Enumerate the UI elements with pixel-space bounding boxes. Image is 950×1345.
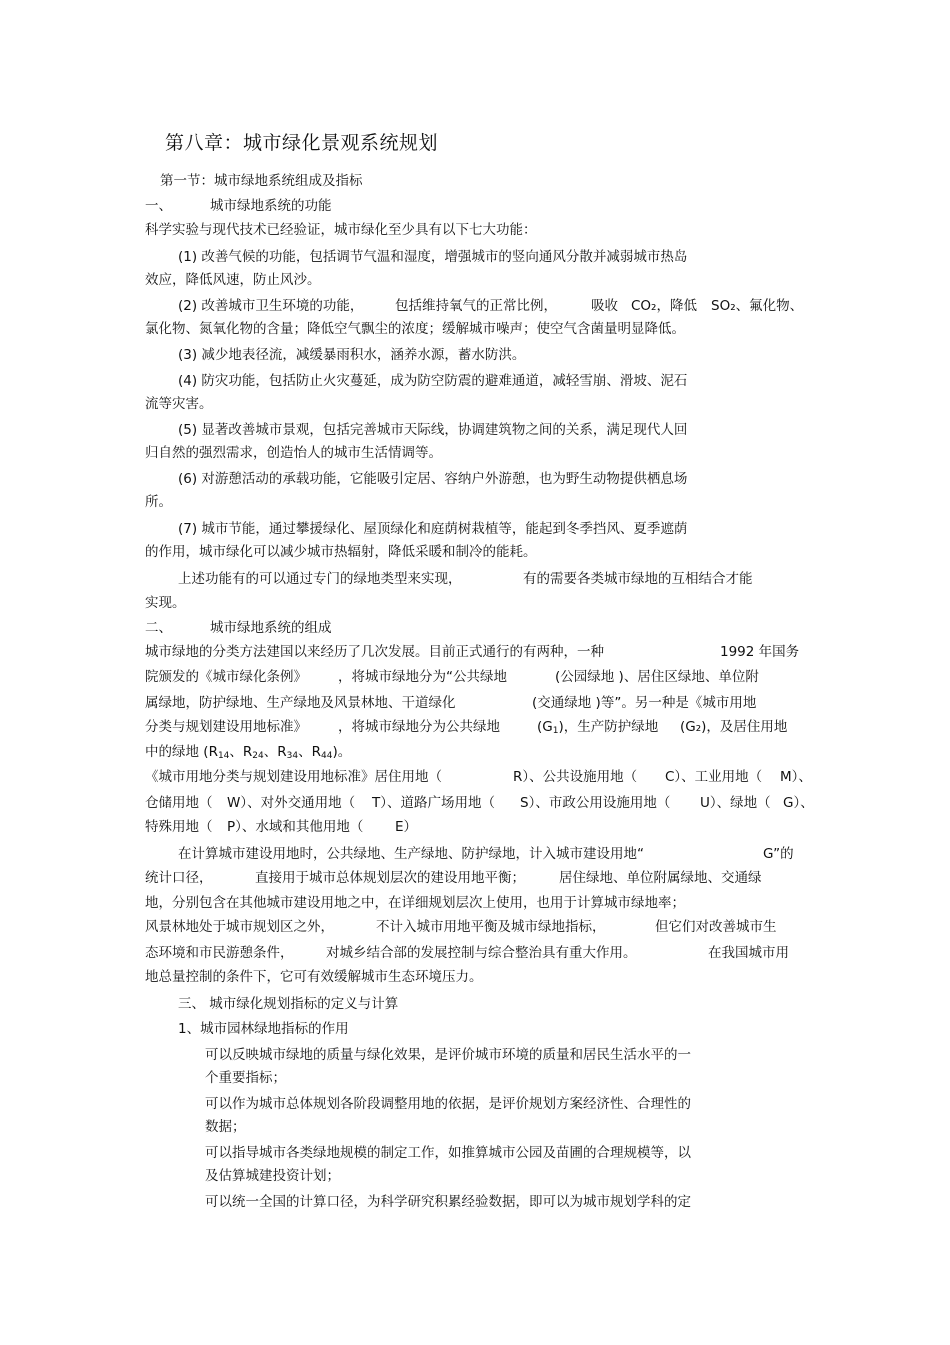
heading-text: 三、 城市绿化规划指标的定义与计算 xyxy=(178,996,399,1012)
paragraph-line: 统计口径， xyxy=(145,870,213,886)
paragraph-line: 在我国城市用 xyxy=(708,945,789,961)
paragraph-line: 有的需要各类城市绿地的互相结合才能 xyxy=(523,571,753,587)
paragraph-line: 的作用，城市绿化可以减少城市热辐射，降低采暖和制冷的能耗。 xyxy=(145,544,537,560)
paragraph-line: 流等灾害。 xyxy=(145,396,213,412)
paragraph-line: (交通绿地 )等”。另一种是《城市用地 xyxy=(532,695,757,711)
list-item: 数据； xyxy=(205,1119,246,1135)
paragraph-line: 中的绿地 ($R_{14}$、$R_{24}$、$R_{34}$、$R_{44}$)。 xyxy=(145,744,352,761)
paragraph-line: S）、市政公用设施用地（ xyxy=(520,795,671,811)
paragraph-line: 院颁发的《城市绿化条例》 xyxy=(145,669,307,685)
paragraph-line: (2) 改善城市卫生环境的功能， xyxy=(178,298,364,314)
paragraph-line: E） xyxy=(395,819,418,835)
paragraph-line: SO₂、氟化物、 xyxy=(711,298,804,314)
list-item: 个重要指标； xyxy=(205,1070,286,1086)
paragraph-line: (5) 显著改善城市景观，包括完善城市天际线，协调建筑物之间的关系，满足现代人回 xyxy=(178,422,688,438)
paragraph-line: (4) 防灾功能，包括防止火灾蔓延，成为防空防震的避难通道，减轻雪崩、滑坡、泥石 xyxy=(178,373,688,389)
paragraph-line: 居住绿地、单位附属绿地、交通绿 xyxy=(559,870,762,886)
section-heading: 第一节：城市绿地系统组成及指标 xyxy=(160,173,363,189)
paragraph-line: 地，分别包含在其他城市建设用地之中，在详细规划层次上使用，也用于计算城市绿地率； xyxy=(145,895,685,911)
paragraph-line: 效应，降低风速，防止风沙。 xyxy=(145,272,321,288)
heading-number: 二、 xyxy=(145,620,172,636)
list-item: 可以作为城市总体规划各阶段调整用地的依据，是评价规划方案经济性、合理性的 xyxy=(205,1096,691,1112)
paragraph-line: ，将城市绿地分为公共绿地 xyxy=(338,719,500,735)
heading-text: 城市绿地系统的组成 xyxy=(210,620,332,636)
paragraph-line: G”的 xyxy=(763,846,794,862)
paragraph-line: CO₂，降低 xyxy=(631,298,697,314)
paragraph-line: 态环境和市民游憩条件， xyxy=(145,945,294,961)
paragraph-line: M）、 xyxy=(780,769,812,785)
paragraph-line: C）、工业用地（ xyxy=(665,769,763,785)
paragraph-line: 属绿地，防护绿地、生产绿地及风景林地、干道绿化 xyxy=(145,695,456,711)
paragraph-line: G）、 xyxy=(783,795,814,811)
list-item: 及估算城建投资计划； xyxy=(205,1168,340,1184)
paragraph-line: 包括维持氧气的正常比例， xyxy=(395,298,557,314)
paragraph-line: T）、道路广场用地（ xyxy=(372,795,495,811)
paragraph-line: W）、对外交通用地（ xyxy=(227,795,356,811)
paragraph-line: (3) 减少地表径流，减缓暴雨积水，涵养水源，蓄水防洪。 xyxy=(178,347,526,363)
paragraph-line: U）、绿地（ xyxy=(700,795,771,811)
list-item: 可以统一全国的计算口径，为科学研究积累经验数据，即可以为城市规划学科的定 xyxy=(205,1194,691,1210)
paragraph-line: P）、水域和其他用地（ xyxy=(227,819,364,835)
paragraph-line: 地总量控制的条件下，它可有效缓解城市生态环境压力。 xyxy=(145,969,483,985)
chapter-title: 第八章：城市绿化景观系统规划 xyxy=(165,132,439,154)
paragraph-line: 特殊用地（ xyxy=(145,819,213,835)
subheading-text: 1、城市园林绿地指标的作用 xyxy=(178,1021,349,1037)
paragraph-line: 《城市用地分类与规划建设用地标准》居住用地（ xyxy=(145,769,442,785)
paragraph-line: 在计算城市建设用地时，公共绿地、生产绿地、防护绿地，计入城市建设用地“ xyxy=(178,846,644,862)
paragraph-line: 但它们对改善城市生 xyxy=(655,919,777,935)
paragraph-line: $(G_1)$，生产防护绿地 xyxy=(537,719,659,736)
paragraph-line: (公园绿地 )、居住区绿地、单位附 xyxy=(555,669,759,685)
paragraph-line: 不计入城市用地平衡及城市绿地指标， xyxy=(376,919,606,935)
paragraph-line: 城市绿地的分类方法建国以来经历了几次发展。目前正式通行的有两种，一种 xyxy=(145,644,604,660)
paragraph-line: (G₂)，及居住用地 xyxy=(680,719,788,735)
paragraph-line: R）、公共设施用地（ xyxy=(513,769,638,785)
paragraph-line: (7) 城市节能，通过攀援绿化、屋顶绿化和庭荫树栽植等，能起到冬季挡风、夏季遮荫 xyxy=(178,521,688,537)
paragraph-line: 科学实验与现代技术已经验证，城市绿化至少具有以下七大功能： xyxy=(145,222,537,238)
paragraph-line: 实现。 xyxy=(145,595,186,611)
paragraph-line: 直接用于城市总体规划层次的建设用地平衡； xyxy=(255,870,525,886)
paragraph-line: 上述功能有的可以通过专门的绿地类型来实现， xyxy=(178,571,462,587)
list-item: 可以指导城市各类绿地规模的制定工作，如推算城市公园及苗圃的合理规模等，以 xyxy=(205,1145,691,1161)
heading-number: 一、 xyxy=(145,198,172,214)
paragraph-line: 氯化物、氮氧化物的含量；降低空气飘尘的浓度；缓解城市噪声；使空气含菌量明显降低。 xyxy=(145,321,685,337)
paragraph-line: 吸收 xyxy=(591,298,618,314)
paragraph-line: 风景林地处于城市规划区之外， xyxy=(145,919,334,935)
paragraph-line: 所。 xyxy=(145,494,172,510)
paragraph-line: (6) 对游憩活动的承载功能，它能吸引定居、容纳户外游憩，也为野生动物提供栖息场 xyxy=(178,471,688,487)
paragraph-line: 归自然的强烈需求，创造怡人的城市生活情调等。 xyxy=(145,445,442,461)
paragraph-line: ，将城市绿地分为“公共绿地 xyxy=(338,669,507,685)
paragraph-line: 仓储用地（ xyxy=(145,795,213,811)
paragraph-line: 分类与规划建设用地标准》 xyxy=(145,719,307,735)
paragraph-line: 1992 年国务 xyxy=(720,644,800,660)
heading-text: 城市绿地系统的功能 xyxy=(210,198,332,214)
list-item: 可以反映城市绿地的质量与绿化效果，是评价城市环境的质量和居民生活水平的一 xyxy=(205,1047,691,1063)
paragraph-line: 对城乡结合部的发展控制与综合整治具有重大作用。 xyxy=(326,945,637,961)
paragraph-line: (1) 改善气候的功能，包括调节气温和湿度，增强城市的竖向通风分散并减弱城市热岛 xyxy=(178,249,688,265)
